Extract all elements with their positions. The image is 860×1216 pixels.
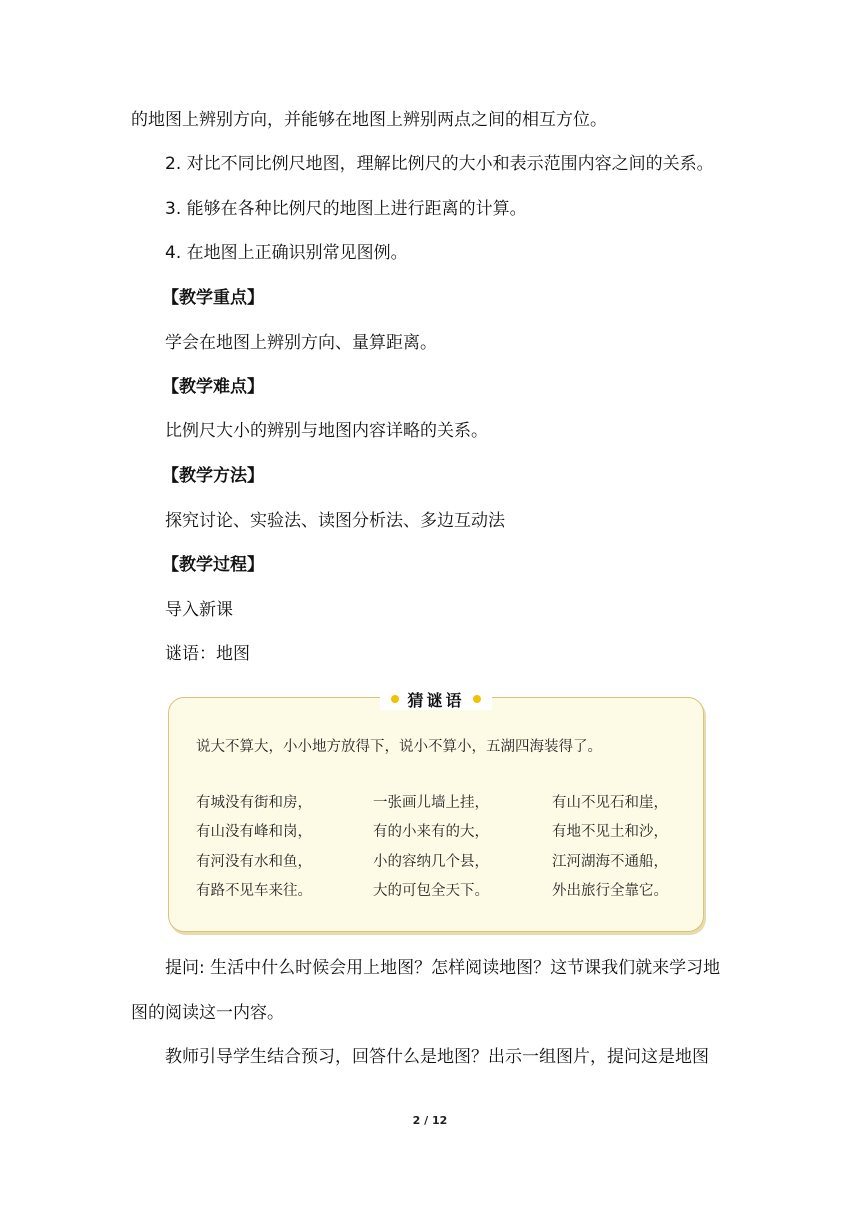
heading-teaching-process: 【教学过程】 xyxy=(162,555,264,575)
riddle-line: 有山不见石和崖， xyxy=(552,795,668,811)
heading-teaching-methods: 【教学方法】 xyxy=(162,466,264,486)
riddle-line: 有路不见车来往。 xyxy=(196,883,312,899)
riddle-line: 有山没有峰和岗， xyxy=(196,824,312,840)
heading-difficult-points: 【教学难点】 xyxy=(162,377,264,397)
objective-4: 4. 在地图上正确识别常见图例。 xyxy=(165,243,408,263)
riddle-line: 有城没有街和房， xyxy=(196,795,312,811)
intro-text: 导入新课 xyxy=(165,600,233,620)
riddle-line: 有的小来有的大， xyxy=(373,824,489,840)
riddle-line: 外出旅行全靠它。 xyxy=(552,883,668,899)
key-points-text: 学会在地图上辨别方向、量算距离。 xyxy=(165,333,437,353)
dot-icon xyxy=(391,695,399,703)
teaching-methods-text: 探究讨论、实验法、读图分析法、多边互动法 xyxy=(165,511,505,531)
riddle-line: 有河没有水和鱼， xyxy=(196,854,312,870)
question-line: 提问: 生活中什么时候会用上地图？怎样阅读地图？这节课我们就来学习地 xyxy=(165,958,721,978)
difficult-points-text: 比例尺大小的辨别与地图内容详略的关系。 xyxy=(165,421,488,441)
objective-3: 3. 能够在各种比例尺的地图上进行距离的计算。 xyxy=(165,199,527,219)
riddle-line: 小的容纳几个县， xyxy=(373,854,489,870)
heading-key-points: 【教学重点】 xyxy=(162,288,264,308)
riddle-line: 大的可包全天下。 xyxy=(373,883,489,899)
riddle-intro: 说大不算大，小小地方放得下，说小不算小，五湖四海装得了。 xyxy=(196,739,602,755)
riddle-line: 一张画儿墙上挂， xyxy=(373,795,489,811)
riddle-line: 江河湖海不通船， xyxy=(552,854,668,870)
riddle-title-bar xyxy=(380,688,492,710)
question-line: 图的阅读这一内容。 xyxy=(131,1003,284,1023)
page-number: 2 / 12 xyxy=(412,1114,448,1127)
dot-icon xyxy=(473,695,481,703)
objective-2: 2. 对比不同比例尺地图，理解比例尺的大小和表示范围内容之间的关系。 xyxy=(165,154,714,174)
paragraph-line: 的地图上辨别方向，并能够在地图上辨别两点之间的相互方位。 xyxy=(131,110,607,130)
riddle-label: 谜语：地图 xyxy=(165,644,250,664)
question-line: 教师引导学生结合预习，回答什么是地图？出示一组图片，提问这是地图 xyxy=(165,1047,709,1067)
riddle-title: 猜谜语 xyxy=(407,690,465,710)
riddle-line: 有地不见土和沙， xyxy=(552,824,668,840)
